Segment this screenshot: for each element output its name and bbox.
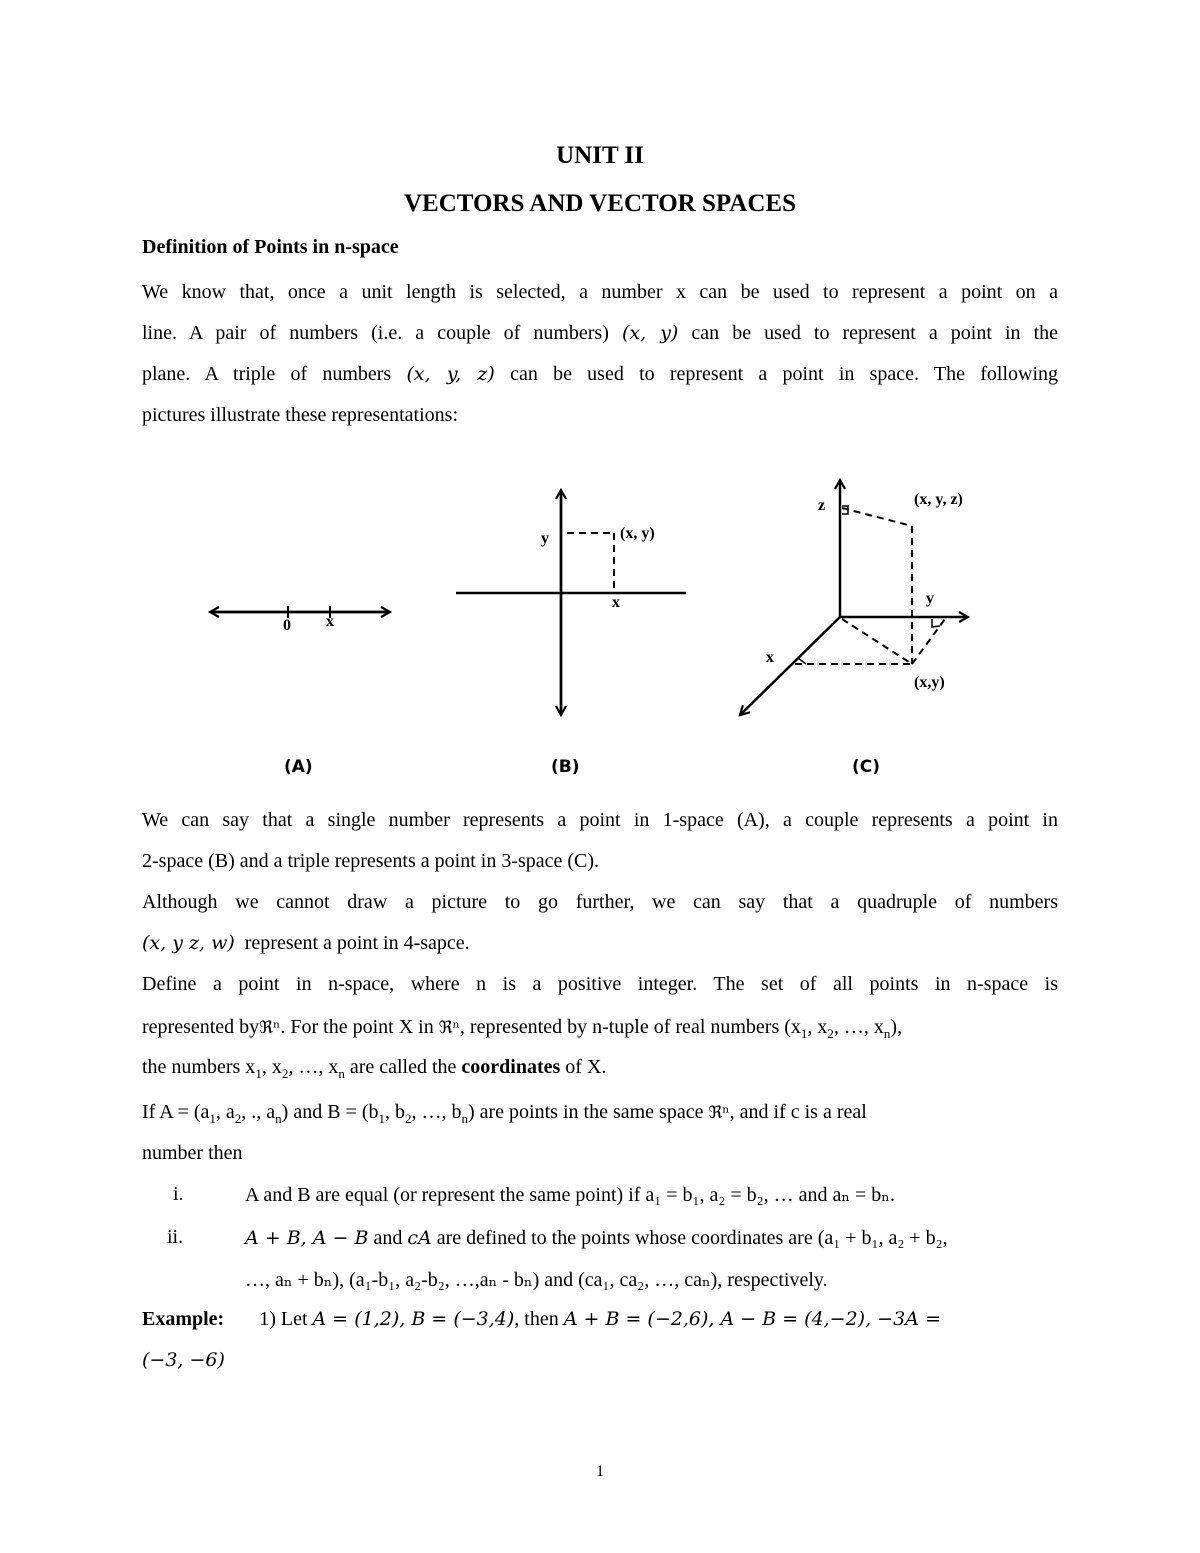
- figure-c-y-label: y: [926, 590, 934, 607]
- figure-a-caption: (A): [284, 757, 313, 777]
- list-item-i-text: A and B are equal (or represent the same point) if a₁ = b₁, a₂ = b₂, … and aₙ = bₙ.: [245, 1184, 895, 1206]
- text-line-1: We can say that a single number represents a point in 1-space (A), a couple represents a point in: [142, 809, 1058, 831]
- figure-b-caption: (B): [551, 757, 580, 777]
- text-line-8: If $A = (a_1$, $a_2$, ., $a_n$) and $B = (b_1$, $b_2$, …, $b_n$) are points in the same space ℜⁿ, and if c is a real: [142, 1101, 867, 1126]
- text-line-3: Although we cannot draw a picture to go further, we can say that a quadruple of numbers: [142, 891, 1058, 913]
- figure-a-x-label: x: [326, 613, 334, 630]
- figure-b-plane: [456, 490, 686, 777]
- example-line: Example: 1) Let A = (1,2), B = (−3,4), then A + B = (−2,6), A − B = (4,−2), −3A =: [142, 1308, 941, 1330]
- intro-line-1: We know that, once a unit length is selected, a number x can be used to represent a point on a: [142, 281, 1058, 303]
- text-line-5: Define a point in n-space, where n is a positive integer. The set of all points in n-space is: [142, 973, 1058, 995]
- figure-c-x-label: x: [766, 649, 774, 666]
- intro-line-3: plane. A triple of numbers (x, y, z) can be used to represent a point in space. The following: [142, 363, 1059, 385]
- section-heading: Definition of Points in n-space: [142, 236, 399, 258]
- figure-b-point-label: (x, y): [620, 525, 655, 542]
- figure-a-origin-label: 0: [283, 617, 291, 634]
- figure-c-point3-label: (x, y, z): [914, 491, 963, 508]
- text-line-6: represented byℜⁿ. For the point X in ℜⁿ, represented by n-tuple of real numbers ($x_1$, $x_2$, …, $x_n$),: [142, 1016, 903, 1041]
- text-line-2: 2-space (B) and a triple represents a point in 3-space (C).: [142, 850, 600, 872]
- figure-b-x-label: x: [612, 594, 620, 611]
- main-title: VECTORS AND VECTOR SPACES: [403, 190, 796, 217]
- figure-a-number-line: [210, 606, 390, 777]
- list-item-ii-number: ii.: [167, 1226, 184, 1248]
- list-item-ii-text: A + B, A − B and cA are defined to the points whose coordinates are (a₁ + b₁, a₂ + b₂,: [245, 1227, 948, 1249]
- figure-c-z-label: z: [818, 497, 826, 514]
- example-label: Example:: [142, 1308, 225, 1330]
- figure-b-y-label: y: [541, 530, 549, 547]
- intro-line-2: line. A pair of numbers (i.e. a couple of numbers) (x, y) can be used to represent a point in the: [142, 322, 1059, 344]
- unit-title: UNIT II: [556, 142, 644, 169]
- figure-c-point2-label: (x,y): [914, 674, 945, 691]
- figure-c-caption: (C): [852, 757, 881, 777]
- text-line-9: number then: [142, 1142, 243, 1164]
- text-line-7: the numbers $x_1$, $x_2$, …, $x_n$ are called the coordinates of X.: [142, 1056, 607, 1081]
- list-item-i-number: i.: [173, 1183, 184, 1205]
- coordinate-figures: [0, 460, 1200, 790]
- intro-line-4: pictures illustrate these representations:: [142, 404, 459, 426]
- list-item-ii-text-cont: …, aₙ + bₙ), (a₁-b₁, a₂-b₂, …,aₙ - bₙ) and (ca₁, ca₂, …, caₙ), respectively.: [245, 1269, 828, 1291]
- page-number: 1: [596, 1463, 604, 1480]
- figure-c-space: [740, 480, 968, 777]
- text-line-4: (x, y z, w) represent a point in 4-sapce.: [142, 932, 470, 954]
- example-line-2: (−3, −6): [142, 1349, 225, 1371]
